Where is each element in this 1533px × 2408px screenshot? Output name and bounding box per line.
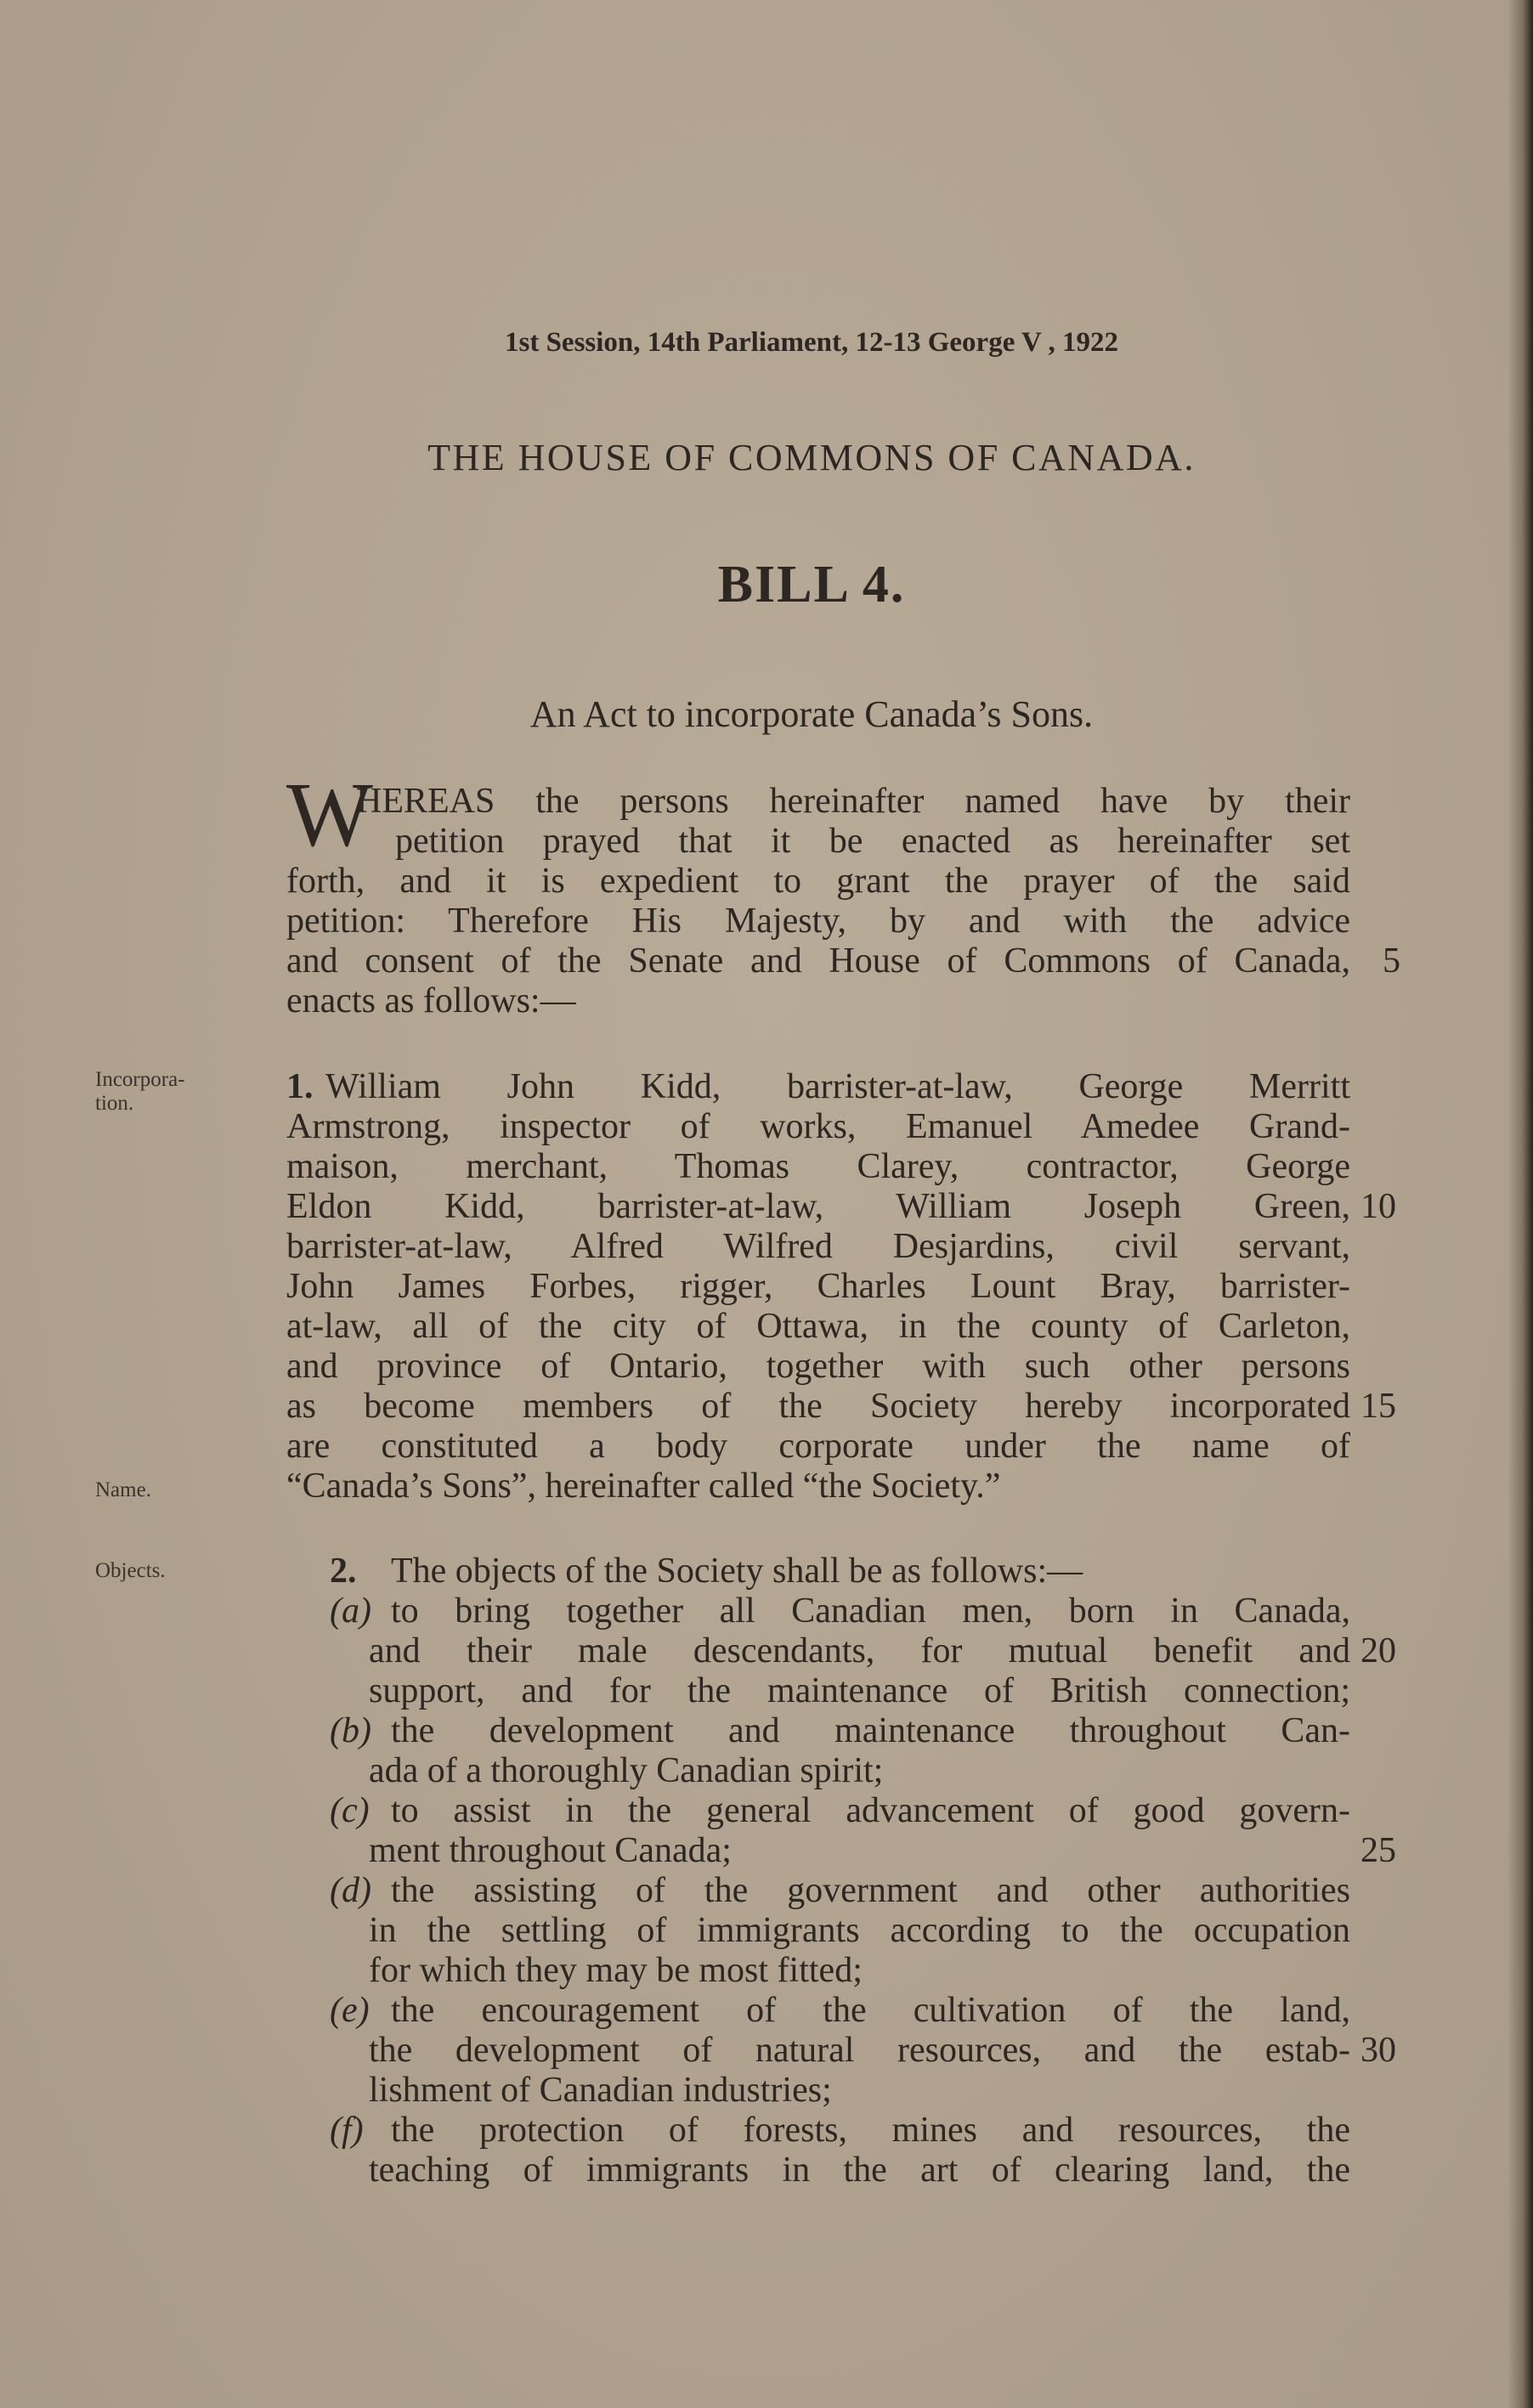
- item-a-line: support, and for the maintenance of British connection;: [369, 1671, 1350, 1710]
- item-label-d: (d): [330, 1871, 371, 1910]
- section-1-number: 1.: [286, 1067, 314, 1106]
- preamble-line: petition: Therefore His Majesty, by and with the advice: [286, 902, 1350, 941]
- preamble-line: enacts as follows:—: [286, 981, 576, 1020]
- line-number: 15: [1360, 1387, 1396, 1426]
- line-number: 30: [1360, 2031, 1396, 2070]
- section-1-line: William John Kidd, barrister-at-law, George Merritt: [325, 1067, 1350, 1106]
- item-a-line: to bring together all Canadian men, born in Canada,: [391, 1591, 1350, 1631]
- item-d-line: in the settling of immigrants according to the occupation: [369, 1911, 1350, 1950]
- item-label-c: (c): [330, 1791, 370, 1830]
- section-2-intro: The objects of the Society shall be as follows:—: [391, 1552, 1083, 1591]
- item-e-line: the development of natural resources, and the estab-: [369, 2031, 1350, 2070]
- section-1-line: barrister-at-law, Alfred Wilfred Desjardins, civil servant,: [286, 1227, 1350, 1266]
- section-1-line: as become members of the Society hereby incorporated: [286, 1387, 1350, 1426]
- margin-note-incorporation: Incorpora- tion.: [95, 1068, 185, 1115]
- item-d-line: for which they may be most fitted;: [369, 1951, 863, 1990]
- bill-title: BILL 4.: [717, 556, 906, 613]
- section-1-line: maison, merchant, Thomas Clarey, contractor, George: [286, 1147, 1350, 1186]
- section-2-number: 2.: [330, 1552, 357, 1591]
- item-label-f: (f): [330, 2111, 364, 2150]
- item-label-e: (e): [330, 1991, 370, 2030]
- item-f-line: the protection of forests, mines and resources, the: [391, 2111, 1350, 2150]
- house-heading: THE HOUSE OF COMMONS OF CANADA.: [427, 437, 1196, 478]
- item-label-b: (b): [330, 1711, 371, 1750]
- item-label-a: (a): [330, 1591, 371, 1631]
- section-1-line: John James Forbes, rigger, Charles Lount Bray, barrister-: [286, 1267, 1350, 1306]
- item-e-line: lishment of Canadian industries;: [369, 2071, 832, 2110]
- margin-note-name: Name.: [95, 1478, 151, 1501]
- preamble-line: petition prayed that it be enacted as hereinafter set: [395, 822, 1350, 861]
- preamble-line: HEREAS the persons hereinafter named have by their: [356, 782, 1350, 821]
- item-b-line: the development and maintenance throughout Can-: [391, 1711, 1350, 1750]
- item-e-line: the encouragement of the cultivation of the land,: [391, 1991, 1350, 2030]
- line-number: 10: [1360, 1187, 1396, 1226]
- act-subtitle: An Act to incorporate Canada’s Sons.: [529, 693, 1094, 735]
- item-c-line: to assist in the general advancement of good govern-: [391, 1791, 1350, 1830]
- item-d-line: the assisting of the government and other authorities: [391, 1871, 1350, 1910]
- item-f-line: teaching of immigrants in the art of clearing land, the: [369, 2151, 1350, 2190]
- line-number: 5: [1383, 941, 1400, 981]
- session-heading: 1st Session, 14th Parliament, 12-13 George V , 1922: [505, 327, 1118, 358]
- section-1-line: and province of Ontario, together with such other persons: [286, 1347, 1350, 1386]
- preamble-line: and consent of the Senate and House of Commons of Canada,: [286, 941, 1350, 981]
- section-1-line: Eldon Kidd, barrister-at-law, William Joseph Green,: [286, 1187, 1350, 1226]
- item-b-line: ada of a thoroughly Canadian spirit;: [369, 1751, 884, 1790]
- book-spine-shadow: [1508, 0, 1533, 2408]
- drop-cap: W: [286, 765, 373, 866]
- margin-note-objects: Objects.: [95, 1559, 166, 1582]
- section-1-line: at-law, all of the city of Ottawa, in the county of Carleton,: [286, 1307, 1350, 1346]
- line-number: 20: [1360, 1631, 1396, 1670]
- preamble-line: forth, and it is expedient to grant the prayer of the said: [286, 862, 1350, 901]
- section-1-line: “Canada’s Sons”, hereinafter called “the Society.”: [286, 1467, 1001, 1506]
- line-number: 25: [1360, 1831, 1396, 1870]
- section-1-line: are constituted a body corporate under the name of: [286, 1427, 1350, 1466]
- item-c-line: ment throughout Canada;: [369, 1831, 732, 1870]
- item-a-line: and their male descendants, for mutual benefit and: [369, 1631, 1350, 1670]
- section-1-line: Armstrong, inspector of works, Emanuel Amedee Grand-: [286, 1107, 1350, 1146]
